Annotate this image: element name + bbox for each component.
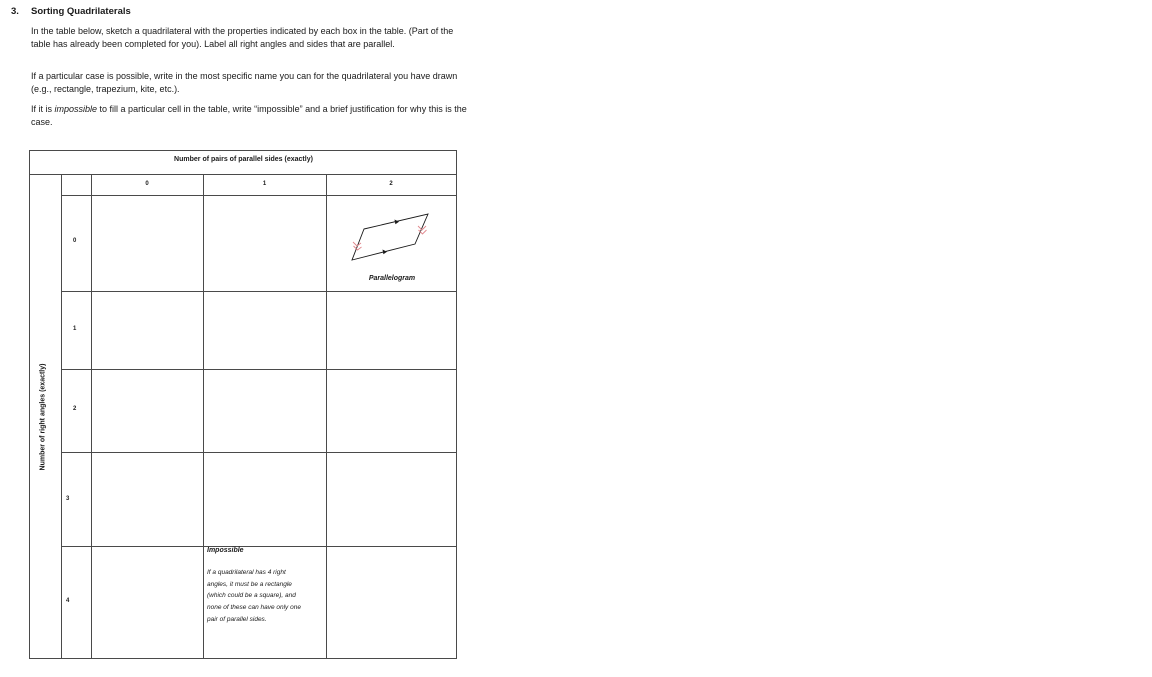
parallelogram-label: Parallelogram [368,275,416,282]
row-label-3: 3 [66,496,70,502]
problem-heading [11,6,131,17]
justification-line: If a quadrilateral has 4 right [207,569,286,576]
row-label-2: 2 [73,406,77,412]
justification-line: (which could be a square), and [207,592,296,600]
impossible-emphasis: impossible [54,104,98,114]
justification-line: angles, it must be a rectangle [207,580,292,588]
instruction-paragraph-2: If a particular case is possible, write in the most specific name you can for the quadrilateral you have drawn (e.g., rectangle, trapezium, kite, etc.). [31,71,458,94]
instruction-paragraph-3: If it is impossible to fill a particular cell in the table, write “impossible” and a brief justification for why this is the case. [31,104,467,127]
impossible-justification [207,567,321,626]
parallelogram-outline [352,214,428,260]
column-label-0: 0 [145,181,149,187]
justification-line: pair of parallel sides. [207,615,267,623]
row-label-4: 4 [66,598,70,604]
justification-line: none of these can have only one [207,604,301,612]
problem-title: Sorting Quadrilaterals [31,6,131,17]
instruction-paragraph-1: In the table below, sketch a quadrilateral with the properties indicated by each box in the table. (Part of the table has already been completed for you). Label all right angles and sides that are parallel. [31,26,454,49]
parallel-arrow-bottom-icon [383,250,388,255]
column-label-2: 2 [389,181,393,187]
row-label-0: 0 [73,238,77,244]
row-label-1: 1 [73,326,77,332]
parallelogram-sketch [340,205,440,270]
column-header: Number of pairs of parallel sides (exactly) [174,156,313,163]
column-label-1: 1 [262,181,267,187]
problem-number: 3. [11,6,19,17]
row-header: Number of right angles (exactly) [39,363,47,471]
impossible-title: Impossible [207,547,244,554]
parallel-arrow-top-icon [395,220,400,225]
parallel-double-tick-left-icon [353,242,362,250]
